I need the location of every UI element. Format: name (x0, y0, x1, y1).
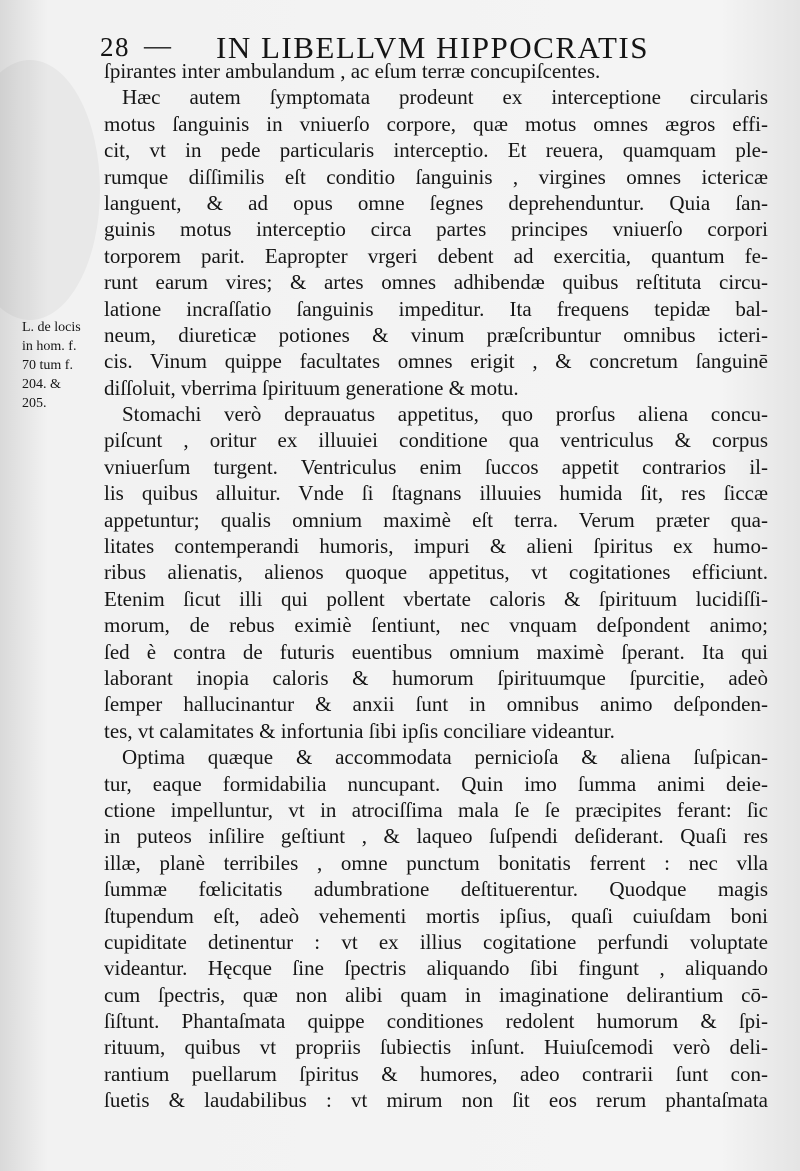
text-line: ſiſtunt. Phantaſmata quippe conditiones redolent humorum & ſpi- (104, 1009, 768, 1034)
text-line: ſpirantes inter ambulandum , ac eſum terræ concupiſcentes. (104, 59, 601, 83)
text-line: guinis motus interceptio circa partes principes vniuerſo corpori (104, 217, 768, 242)
text-line: ſed è contra de futuris euentibus omnium maximè ſperant. Ita qui (104, 639, 768, 664)
text-line: rumque diſſimilis eſt conditio ſanguinis , virgines omnes ictericæ (104, 164, 768, 189)
text-line: litates contemperandi humoris, impuri & alieni ſpiritus ex humo- (104, 534, 768, 559)
text-line: Hæc autem ſymptomata prodeunt ex interceptione circularis (122, 85, 768, 110)
text-line: cis. Vinum quippe facultates omnes erigit , & concretum ſanguinē (104, 349, 768, 374)
text-line: motus ſanguinis in vniuerſo corpore, quæ motus omnes ægros effi- (104, 111, 768, 136)
text-line: tes, vt calamitates & infortunia ſibi ipſis conciliare videantur. (104, 718, 615, 743)
marginal-note (22, 318, 102, 413)
text-line: appetuntur; qualis omnium maximè eſt terra. Verum præter qua- (104, 507, 768, 532)
text-line: Optima quæque & accommodata pernicioſa & aliena ſuſpican- (122, 745, 768, 770)
running-title: IN LIBELLVM HIPPOCRATIS (216, 30, 649, 65)
text-line: vniuerſum turgent. Ventriculus enim ſuccos appetit contrarios il- (104, 454, 768, 479)
text-line: diſſoluit, vberrima ſpirituum generatione & motu. (104, 375, 519, 400)
text-line: languent, & ad opus omne ſegnes deprehenduntur. Quia ſan- (104, 190, 768, 215)
text-line: laborant inopia caloris & humorum ſpirituumque ſpurcitie, adeò (104, 665, 768, 690)
margin-note-line: 204. & (22, 377, 61, 392)
page-number: 28 (100, 32, 130, 62)
paper-shadow (0, 60, 100, 320)
text-line: ſtupendum eſt, adeò vehementi mortis ipſius, quaſi cuiuſdam boni (104, 903, 768, 928)
text-line: ctione impelluntur, vt in atrociſſima mala ſe ſe præcipites ferant: ſic (104, 797, 768, 822)
text-line: videantur. Hęcque ſine ſpectris aliquando ſibi fingunt , aliquando (104, 956, 768, 981)
margin-note-line: 70 tum f. (22, 358, 73, 373)
text-line: lis quibus alluitur. Vnde ſi ſtagnans illuuies humida ſit, res ſiccæ (104, 481, 768, 506)
text-line: cupiditate detinentur : vt ex illius cogitatione perfundi voluptate (104, 929, 768, 954)
text-line: rituum, quibus vt propriis ſubiectis inſunt. Huiuſcemodi verò deli- (104, 1035, 768, 1060)
text-line: ſuetis & laudabilibus : vt mirum non ſit eos rerum phantaſmata (104, 1088, 768, 1113)
text-line: rantium puellarum ſpiritus & humores, adeo contrarii ſunt con- (104, 1061, 768, 1086)
body-text (104, 58, 768, 1114)
header-dash: — (144, 30, 173, 60)
text-line: torporem parit. Eapropter vrgeri debent ad exercitia, quantum fe- (104, 243, 768, 268)
text-line: Etenim ſicut illi qui pollent vbertate caloris & ſpirituum lucidiſſi- (104, 586, 768, 611)
text-line: ribus alienatis, alienos quoque appetitus, vt cogitationes efficiunt. (104, 560, 768, 585)
text-line: ſemper hallucinantur & anxii ſunt in omnibus animo deſponden- (104, 692, 768, 717)
margin-note-line: in hom. f. (22, 339, 77, 354)
text-line: ſummæ fœlicitatis adumbratione deſtituerentur. Quodque magis (104, 877, 768, 902)
text-line: runt earum vires; & artes omnes adhibendæ quibus reſtituta circu- (104, 270, 768, 295)
margin-note-line: L. de locis (22, 320, 81, 335)
text-line: morum, de rebus eximiè ſentiunt, nec vnquam deſpondent animo; (104, 613, 768, 638)
text-line: piſcunt , oritur ex illuuiei conditione qua ventriculus & corpus (104, 428, 768, 453)
text-line: latione incraſſatio ſanguinis impeditur. Ita frequens tepidæ bal- (104, 296, 768, 321)
margin-note-line: 205. (22, 396, 47, 411)
text-line: cum ſpectris, quæ non alibi quam in imaginatione delirantium cō- (104, 982, 768, 1007)
text-line: in puteos inſilire geſtiunt , & laqueo ſuſpendi deſiderant. Quaſi res (104, 824, 768, 849)
text-line: tur, eaque formidabilia nuncupant. Quin imo ſumma animi deie- (104, 771, 768, 796)
text-line: neum, diureticæ potiones & vinum præſcribuntur omnibus icteri- (104, 322, 768, 347)
text-line: illæ, planè terribiles , omne punctum bonitatis ferrent : nec vlla (104, 850, 768, 875)
text-line: Stomachi verò deprauatus appetitus, quo prorſus aliena concu- (122, 402, 768, 427)
text-line: cit, vt in pede particularis interceptio. Et reuera, quamquam ple- (104, 138, 768, 163)
